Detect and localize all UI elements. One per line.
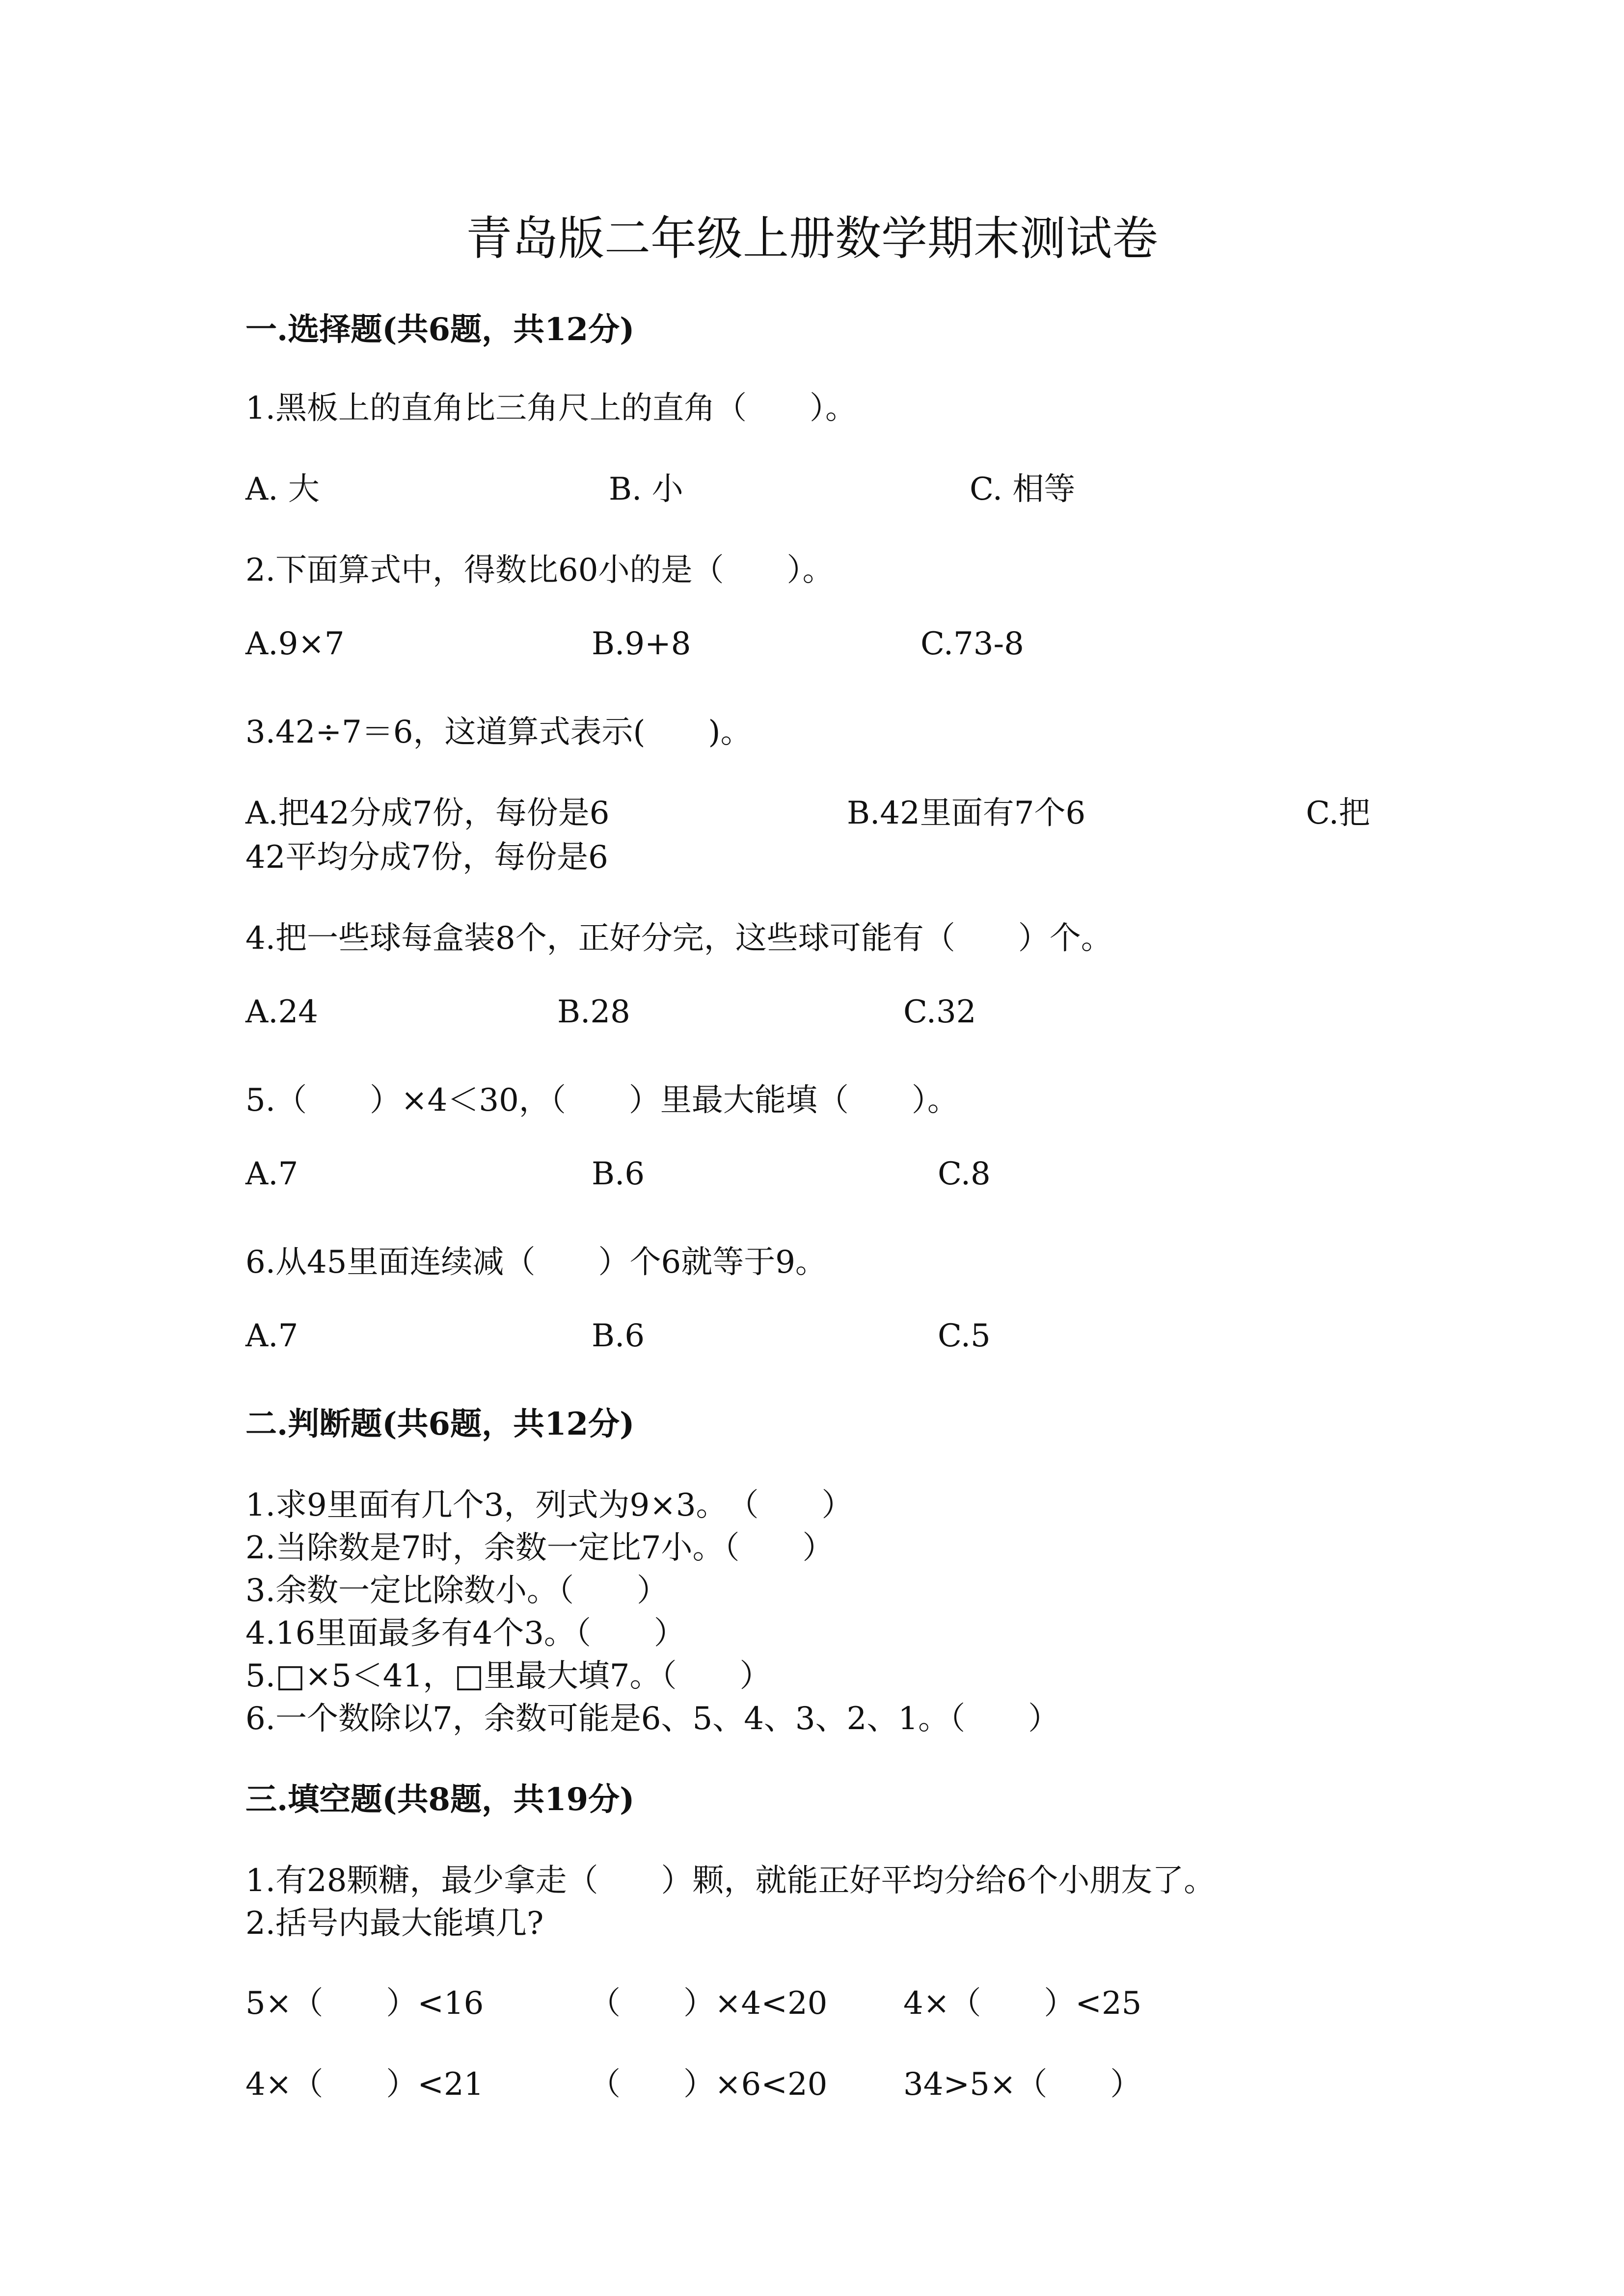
option-c: C.5 [938,1318,991,1354]
option-b: B. 小 [609,471,683,507]
question-stem: 1.黑板上的直角比三角尺上的直角（ ）。 [245,390,857,427]
question-stem: 6.从45里面连续减（ ）个6就等于9。 [245,1244,827,1281]
option-a: A.把42分成7份，每份是6 [245,795,610,831]
inequality-item: 4×（ ）<25 [903,1985,1142,2022]
judgement-item: 2.当除数是7时，余数一定比7小。（ ） [245,1530,834,1566]
section-heading-choice: 一.选择题(共6题，共12分) [245,311,635,348]
option-c: C.把 [1306,795,1371,831]
judgement-item: 4.16里面最多有4个3。（ ） [245,1615,685,1652]
option-a: A.9×7 [245,626,345,662]
option-a: A.7 [245,1156,298,1192]
option-c: C. 相等 [970,471,1076,507]
option-b: B.6 [592,1318,645,1354]
judgement-item: 5.□×5＜41，□里最大填7。（ ） [245,1658,771,1694]
inequality-item: 4×（ ）<21 [245,2066,484,2103]
page-title: 青岛版二年级上册数学期末测试卷 [465,212,1158,266]
inequality-item: （ ）×6<20 [589,2066,828,2103]
option-b: B.6 [592,1156,645,1192]
option-c-continued: 42平均分成7份，每份是6 [245,839,608,876]
question-stem: 5.（ ）×4＜30，（ ）里最大能填（ ）。 [245,1082,959,1119]
inequality-item: （ ）×4<20 [589,1985,828,2022]
option-a: A.24 [245,994,318,1030]
section-heading-fill-blank: 三.填空题(共8题，共19分) [245,1781,635,1818]
fill-question: 2.括号内最大能填几? [245,1905,544,1942]
question-stem: 2.下面算式中，得数比60小的是（ ）。 [245,552,834,588]
option-c: C.73-8 [920,626,1024,662]
option-a: A. 大 [245,471,320,507]
judgement-item: 3.余数一定比除数小。（ ） [245,1573,669,1609]
judgement-item: 6.一个数除以7，余数可能是6、5、4、3、2、1。（ ） [245,1701,1060,1737]
option-b: B.28 [557,994,630,1030]
option-b: B.9+8 [592,626,691,662]
fill-question: 1.有28颗糖，最少拿走（ ）颗，就能正好平均分给6个小朋友了。 [245,1863,1216,1899]
question-stem: 4.把一些球每盒装8个，正好分完，这些球可能有（ ）个。 [245,920,1112,957]
judgement-item: 1.求9里面有几个3，列式为9×3。 （ ） [245,1487,853,1523]
section-heading-judgement: 二.判断题(共6题，共12分) [245,1406,635,1442]
option-c: C.32 [903,994,976,1030]
inequality-item: 5×（ ）<16 [245,1985,484,2022]
option-a: A.7 [245,1318,298,1354]
inequality-item: 34>5×（ ） [903,2066,1142,2103]
option-b: B.42里面有7个6 [847,795,1086,831]
option-c: C.8 [938,1156,991,1192]
question-stem: 3.42÷7＝6，这道算式表示( )。 [245,714,752,750]
